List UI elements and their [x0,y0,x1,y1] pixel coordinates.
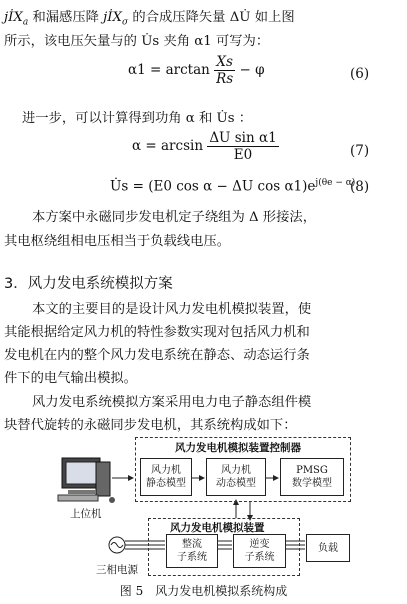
para4-line2: 其能根据给定风力机的特性参数实现对包括风力机和 [4,325,310,340]
eq7-fraction: $\frac{\text{ΔU sin α1}}{E0}$ [209,130,277,163]
para5-line1: 风力发电系统模拟方案采用电力电子静态组件模 [32,395,312,410]
para4-line1: 本文的主要目的是设计风力发电机模拟装置，使 [32,302,312,317]
pmsg-math-model: PMSG 数学模型 [280,458,344,496]
load-box: 负载 [306,534,350,562]
equation-8: U̇s = (E0 cos α − ΔU $\cos \alpha 1)e^{j(\theta e - \alpha)}$ [110,178,356,195]
section-heading: 3．风力发电系统模拟方案 [4,276,173,292]
eq6-fraction: $\frac{Xs}{Rs}$ [216,54,234,87]
controller-title: 风力发电机模拟装置控制器 [175,442,301,454]
inverter-subsystem: 逆变 子系统 [233,534,286,568]
eq6-number: (6) [350,66,370,82]
term-jIXsigma: jİX$_\sigma$ [103,10,129,28]
para3-line1: 本方案中永磁同步发电机定子绕组为 Δ 形接法， [32,210,316,225]
para1-line1: jİX$_a$ 和漏感压降 jİX$_\sigma$ 的合成压降矢量 ΔU̇ 如上图 [4,10,295,28]
computer-icon [58,458,115,503]
device-title: 风力发电机模拟装置 [170,522,265,534]
equation-6: α1 = arctan $\frac{Xs}{Rs}$ − φ [128,54,265,87]
term-jIXa: jİX$_a$ [4,10,29,28]
wind-turbine-dynamic-model: 风力机 动态模型 [206,458,266,496]
three-phase-source-label: 三相电源 [96,564,138,576]
host-computer-label: 上位机 [70,508,102,520]
eq7-number: (7) [350,143,370,159]
wind-turbine-static-model: 风力机 静态模型 [140,458,192,496]
para4-line4: 件下的电气输出模拟。 [4,371,137,386]
para3-line2: 其电枢绕组相电压相当于负载线电压。 [4,234,231,249]
eq8-number: (8) [350,179,370,195]
rectifier-subsystem: 整流 子系统 [166,534,218,568]
equation-7: α = arcsin $\frac{\text{ΔU sin α1}}{E0}$ [132,130,277,163]
para5-line2: 块替代旋转的永磁同步发电机，其系统构成如下： [4,418,297,433]
figure-caption: 图 5 风力发电机模拟系统构成 [119,584,288,598]
para4-line3: 发电机在内的整个风力发电系统在静态、动态运行条 [4,348,310,363]
para1-line2: 所示，该电压矢量与的 U̇s 夹角 α1 可写为： [4,34,270,49]
para2: 进一步，可以计算得到功角 α 和 U̇s ： [22,111,253,126]
